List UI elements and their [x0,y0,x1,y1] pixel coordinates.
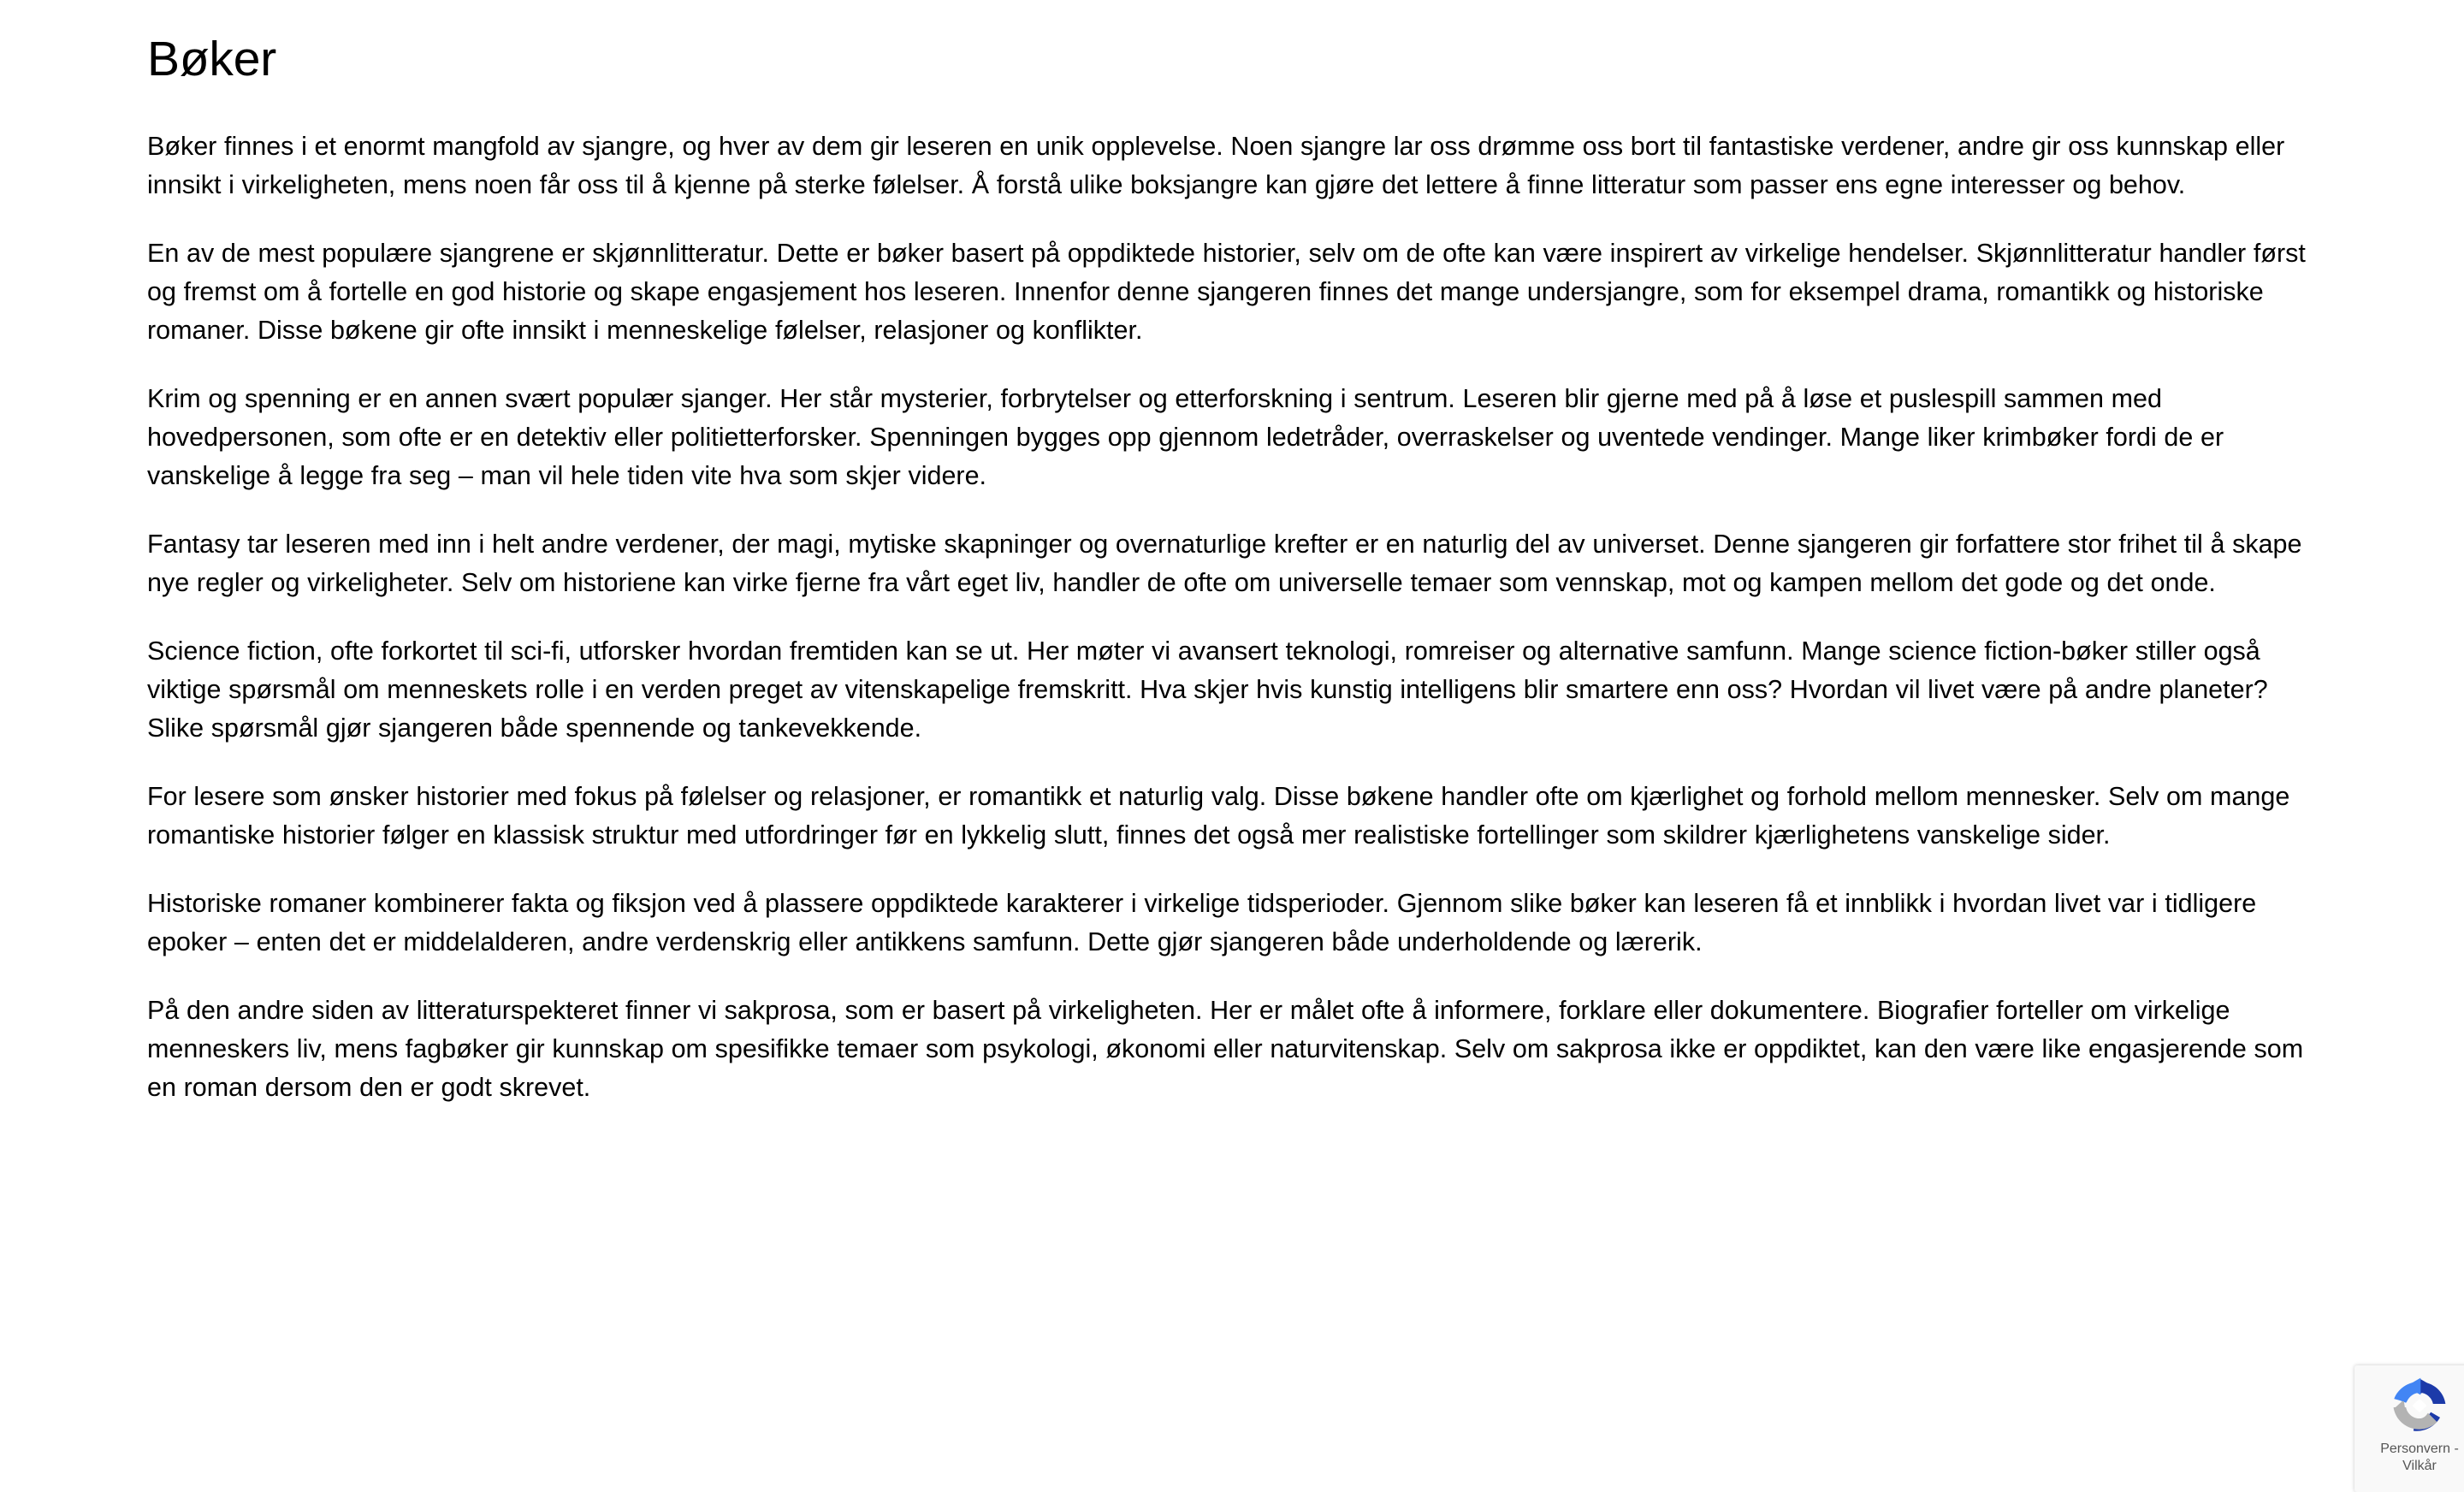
article-body [147,127,2313,1107]
paragraph-8: På den andre siden av litteraturspekteret finner vi sakprosa, som er basert på virkeligheten. Her er målet ofte å informere, forklare eller dokumentere. Biografier forteller om virkelige menneskers liv, mens fagbøker gir kunnskap om spesifikke temaer som psykologi, økonomi eller naturvitenskap. Selv om sakprosa ikke er oppdiktet, kan den være like engasjerende som en roman dersom den er godt skrevet. [147,996,2304,1103]
paragraph-2: En av de mest populære sjangrene er skjønnlitteratur. Dette er bøker basert på oppdiktede historier, selv om de ofte kan være inspirert av virkelige hendelser. Skjønnlitteratur handler først og fremst om å fortelle en god historie og skape engasjement hos leseren. Innenfor denne sjangeren finnes det mange undersjangre, som for eksempel drama, romantikk og historiske romaner. Disse bøkene gir ofte innsikt i menneskelige følelser, relasjoner og konflikter. [147,239,2306,346]
paragraph-4: Fantasy tar leseren med inn i helt andre verdener, der magi, mytiske skapninger og overnaturlige krefter er en naturlig del av universet. Denne sjangeren gir forfattere stor frihet til å skape nye regler og virkeligheter. Selv om historiene kan virke fjerne fra vårt eget liv, handler de ofte om universelle temaer som vennskap, mot og kampen mellom det gode og det onde. [147,530,2302,598]
recaptcha-links [2354,1441,2464,1475]
recaptcha-logo-icon [2391,1377,2448,1434]
recaptcha-separator: - [2454,1442,2459,1456]
article-container [147,0,2313,1107]
paragraph-1: Bøker finnes i et enormt mangfold av sjangre, og hver av dem gir leseren en unik opplevelse. Noen sjangre lar oss drømme oss bort til fantastiske verdener, andre gir oss kunnskap eller innsikt i virkeligheten, mens noen får oss til å kjenne på sterke følelser. Å forstå ulike boksjangre kan gjøre det lettere å finne litteratur som passer ens egne interesser og behov. [147,132,2285,200]
paragraph-3: Krim og spenning er en annen svært populær sjanger. Her står mysterier, forbrytelser og etterforskning i sentrum. Leseren blir gjerne med på å løse et puslespill sammen med hovedpersonen, som ofte er en detektiv eller politietterforsker. Spenningen bygges opp gjennom ledetråder, overraskelser og uventede vendinger. Mange liker krimbøker fordi de er vanskelige å legge fra seg – man vil hele tiden vite hva som skjer videre. [147,384,2224,491]
recaptcha-privacy-link[interactable]: Personvern [2380,1442,2451,1456]
paragraph-7: Historiske romaner kombinerer fakta og fiksjon ved å plassere oppdiktede karakterer i virkelige tidsperioder. Gjennom slike bøker kan leseren få et innblikk i hvordan livet var i tidligere epoker – enten det er middelalderen, andre verdenskrig eller antikkens samfunn. Dette gjør sjangeren både underholdende og lærerik. [147,889,2257,957]
paragraph-6: For lesere som ønsker historier med fokus på følelser og relasjoner, er romantikk et naturlig valg. Disse bøkene handler ofte om kjærlighet og forhold mellom mennesker. Selv om mange romantiske historier følger en klassisk struktur med utfordringer før en lykkelig slutt, finnes det også mer realistiske fortellinger som skildrer kjærlighetens vanskelige sider. [147,782,2290,850]
recaptcha-terms-link[interactable]: Vilkår [2402,1459,2437,1473]
page-title: Bøker [147,32,277,86]
paragraph-5: Science fiction, ofte forkortet til sci-fi, utforsker hvordan fremtiden kan se ut. Her møter vi avansert teknologi, romreiser og alternative samfunn. Mange science fiction-bøker stiller også viktige spørsmål om menneskets rolle i en verden preget av vitenskapelige fremskritt. Hva skjer hvis kunstig intelligens blir smartere enn oss? Hvordan vil livet være på andre planeter? Slike spørsmål gjør sjangeren både spennende og tankevekkende. [147,636,2268,743]
